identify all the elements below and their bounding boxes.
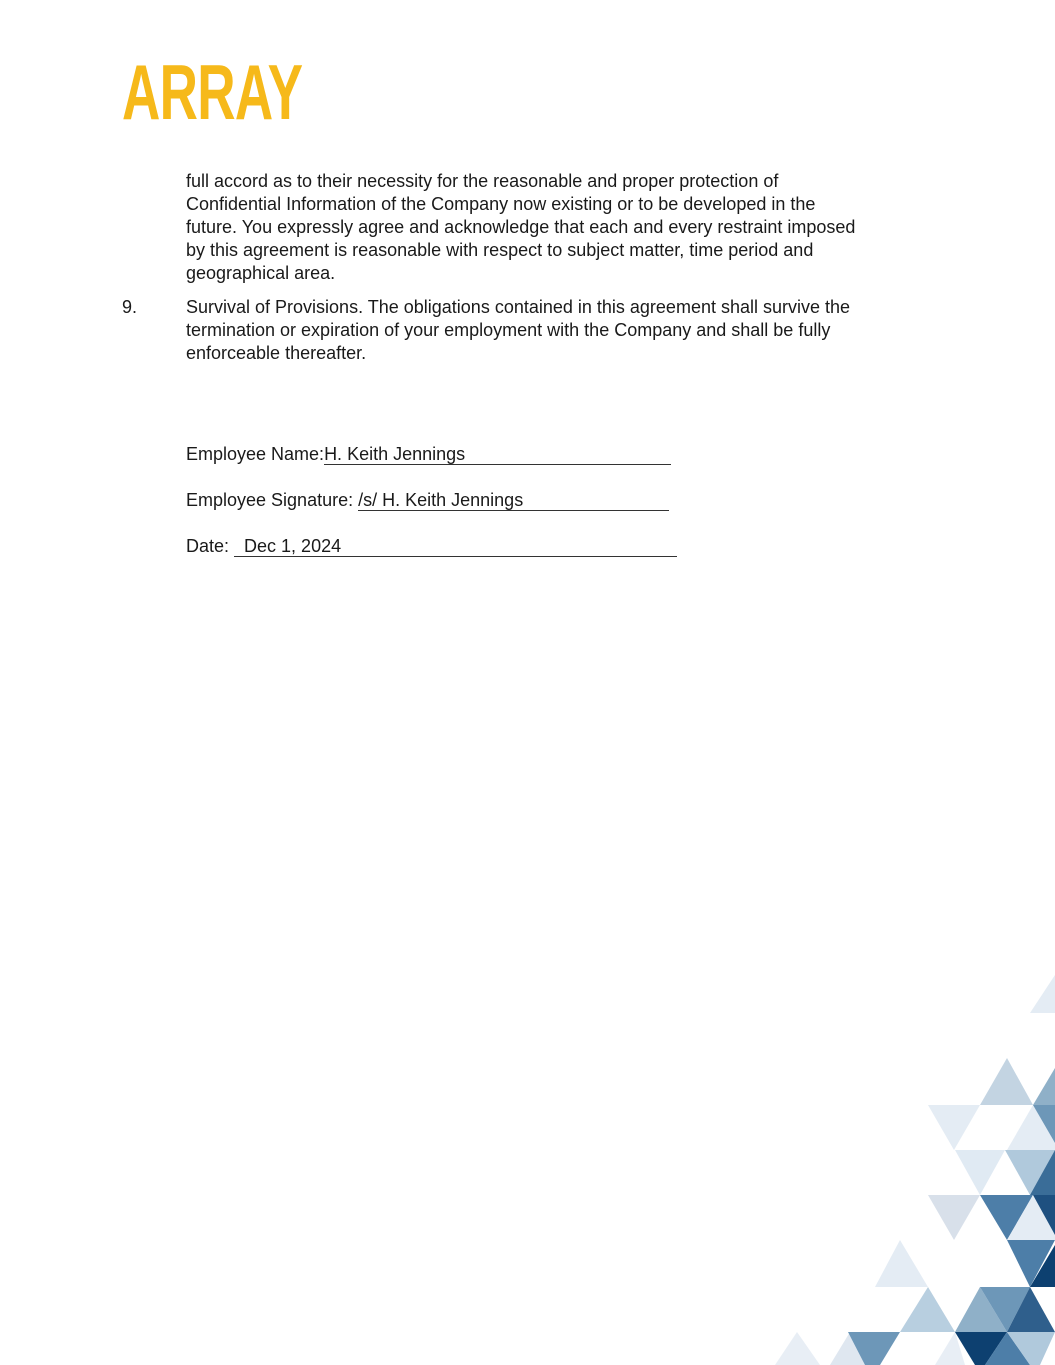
date-label: Date: (186, 536, 235, 556)
employee-name-label: Employee Name: (186, 444, 325, 464)
paragraph-line: geographical area. (186, 263, 336, 283)
paragraph-line: Confidential Information of the Company now existing or to be developed in the (186, 194, 816, 214)
employee-signature-label: Employee Signature: (186, 490, 359, 510)
paragraph-line: Survival of Provisions. The obligations contained in this agreement shall survive the (186, 297, 851, 317)
employee-name-value: H. Keith Jennings (324, 444, 671, 465)
employee-signature-value: /s/ H. Keith Jennings (358, 490, 669, 511)
paragraph-line: full accord as to their necessity for the reasonable and proper protection of (186, 171, 779, 191)
paragraph-line: future. You expressly agree and acknowledge that each and every restraint imposed (186, 217, 856, 237)
array-logo: ARRAY (122, 48, 303, 136)
section-number: 9. (122, 297, 138, 317)
paragraph-line: termination or expiration of your employment with the Company and shall be fully (186, 320, 831, 340)
paragraph-line: by this agreement is reasonable with respect to subject matter, time period and (186, 240, 814, 260)
paragraph-line: enforceable thereafter. (186, 343, 367, 363)
date-value: Dec 1, 2024 (234, 536, 677, 557)
